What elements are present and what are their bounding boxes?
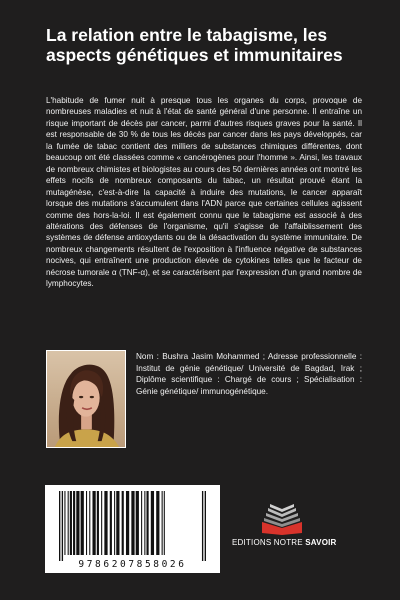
- barcode-bar: [131, 491, 134, 555]
- barcode-bar: [64, 491, 65, 555]
- barcode-bar: [76, 491, 79, 555]
- barcode-bar: [73, 491, 75, 555]
- barcode-bar: [205, 491, 206, 561]
- barcode-bar: [110, 491, 112, 555]
- barcode-bar: [141, 491, 142, 555]
- barcode-bar: [162, 491, 163, 555]
- barcode-bar: [144, 491, 145, 555]
- barcode-bar: [68, 491, 69, 555]
- book-title: La relation entre le tabagisme, les aspects génétiques et immunitaires: [46, 25, 343, 65]
- barcode-bar: [59, 491, 60, 561]
- barcode-bar: [101, 491, 102, 555]
- barcode-bar: [104, 491, 107, 555]
- barcode-bar: [116, 491, 119, 555]
- barcode-bar: [114, 491, 115, 555]
- barcode-bar: [86, 491, 87, 555]
- isbn-number: 9786207858026: [78, 559, 187, 570]
- barcode-bar: [202, 491, 203, 561]
- barcode-bar: [97, 491, 99, 555]
- isbn-barcode: [45, 485, 220, 573]
- barcode-bar: [156, 491, 159, 555]
- barcode-bar: [81, 491, 84, 555]
- barcode-bar: [89, 491, 90, 555]
- author-photo: [46, 350, 126, 448]
- barcode-bar: [122, 491, 124, 555]
- barcode-bar: [136, 491, 139, 555]
- publisher-name-bold: SAVOIR: [305, 538, 337, 547]
- author-bio: Nom : Bushra Jasim Mohammed ; Adresse professionnelle : Institut de génie génétique/ Université de Bagdad, Irak ; Diplôme scientifique : Chargé de cours ; Spécialisation : Génie génétique/ immunogénétique.: [136, 352, 362, 396]
- book-summary: L'habitude de fumer nuit à presque tous les organes du corps, provoque de nombreuses maladies et nuit à l'état de santé général d'une personne. Il entraîne un risque important de décès par cancer, parmi d'autres risques graves pour la santé. Il est responsable de 30 % de tous les décès par cancer dans les pays développés, car la fumée de tabac contient des milliers de substances chimiques différentes, dont beaucoup ont été classées comme « cancérogènes pour l'homme ». Ainsi, les travaux de nombreux chimistes et biologistes au cours des 50 dernières années ont montré les effets nocifs de nombreux composants du tabac, un résultat prouvé étant la mutagénèse, c'est-à-dire la capacité à induire des mutations, le cancer apparaît lorsque des mutations s'accumulent dans l'ADN parce que certaines cellules agissent comme des hors-la-loi. Il est également connu que le tabagisme est associé à des altérations des défenses de l'organisme, qu'il s'agisse de l'affaiblissement des systèmes de défense antioxydants ou de la désactivation du système immunitaire. De nombreux changements résultent de l'exposition à l'influence négative de substances nocives, qui entraînent une production élevée de cytokines telles que le facteur de nécrose tumorale α (TNF-α), et se caractérisent par l'expression d'un grand nombre de lymphocytes.: [46, 96, 362, 289]
- publisher-name: [232, 538, 362, 547]
- barcode-bar: [70, 491, 72, 555]
- barcode-bar: [62, 491, 63, 561]
- barcode-bar: [146, 491, 148, 555]
- open-book-logo-icon: [258, 502, 306, 536]
- publisher-name-prefix: EDITIONS NOTRE: [232, 538, 306, 547]
- barcode-bar: [151, 491, 154, 555]
- author-portrait: [47, 351, 125, 447]
- barcode-bar: [92, 491, 95, 555]
- barcode-bar: [126, 491, 129, 555]
- barcode-bar: [164, 491, 165, 555]
